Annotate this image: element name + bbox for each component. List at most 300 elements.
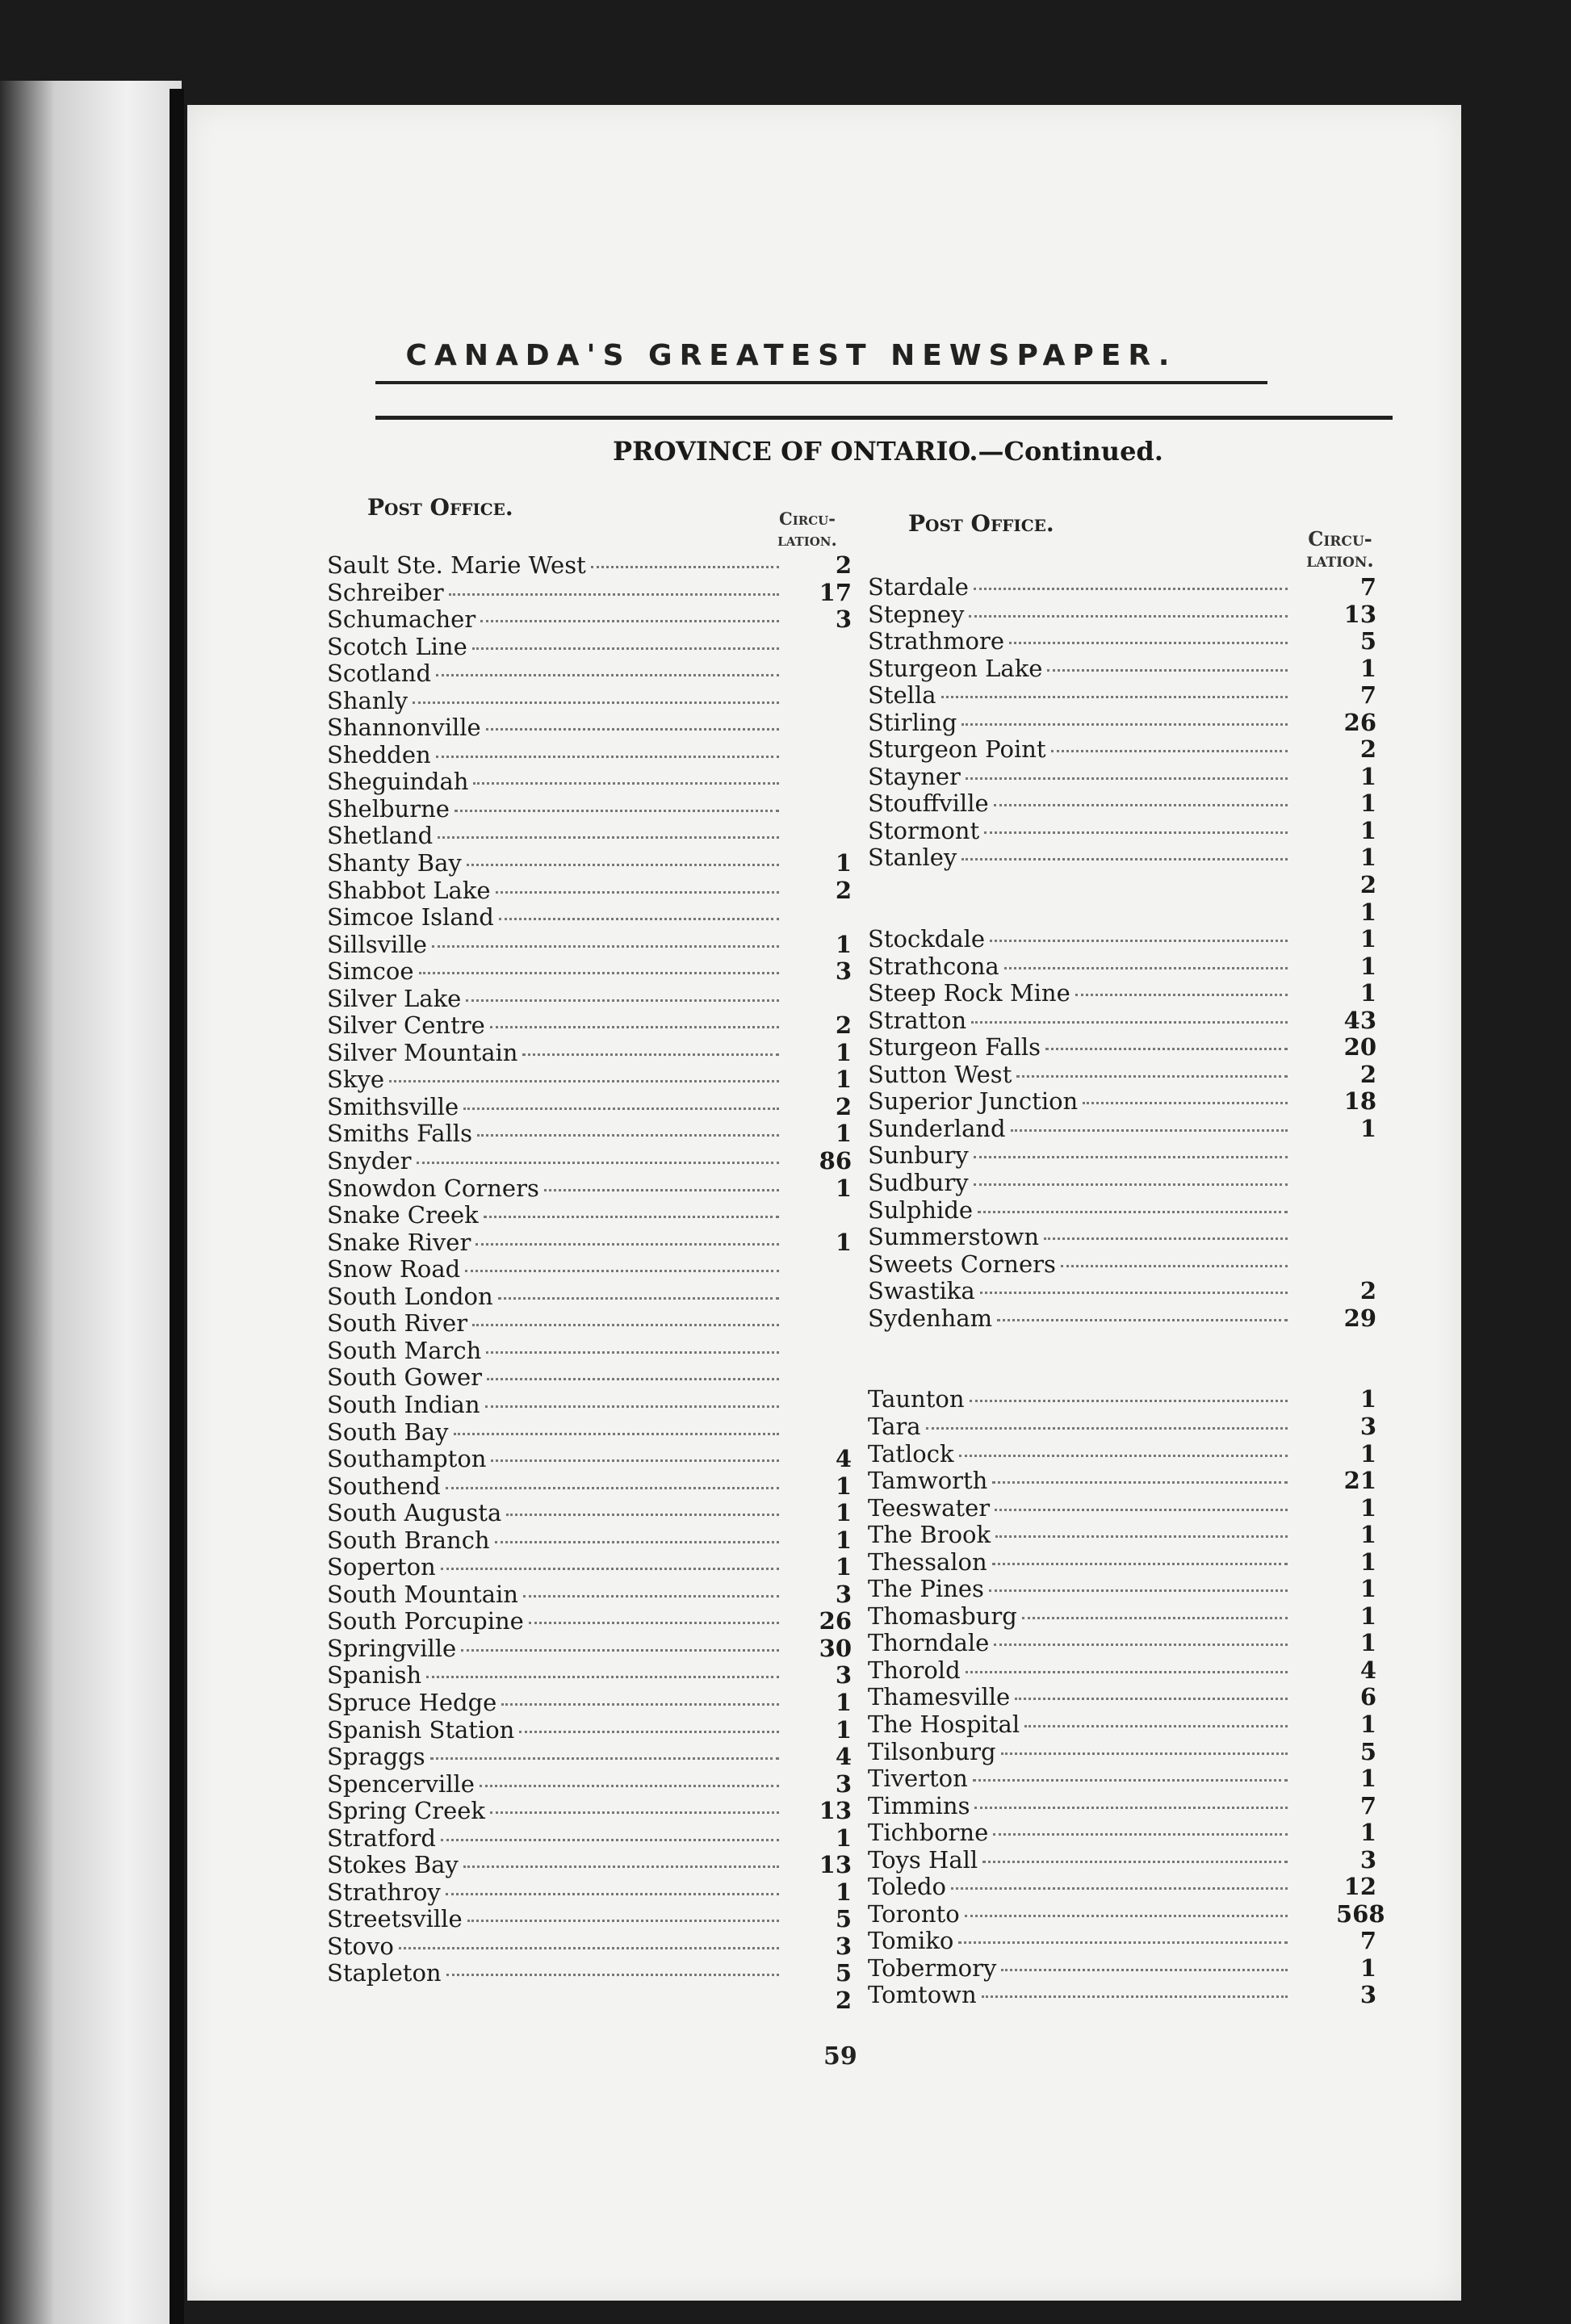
directory-row — [868, 1765, 1376, 1793]
circulation-count: 1 — [1359, 789, 1376, 818]
circulation-count: 17 — [819, 578, 852, 606]
leader-dots — [506, 1505, 779, 1516]
directory-row — [327, 985, 864, 1012]
post-office-name: Thamesville — [868, 1683, 1011, 1711]
post-office-name: Tichborne — [868, 1819, 989, 1847]
circulation-count: 13 — [1343, 600, 1376, 628]
leader-dots — [974, 1148, 1288, 1158]
directory-row — [868, 952, 1376, 980]
post-office-name: Snow Road — [327, 1255, 461, 1283]
post-office-name: Southampton — [327, 1445, 487, 1473]
post-office-name: Snyder — [327, 1147, 412, 1175]
post-office-name: Snake River — [327, 1228, 471, 1256]
directory-row — [327, 1878, 864, 1906]
leader-dots — [982, 1987, 1288, 1998]
post-office-name: Strathroy — [327, 1878, 441, 1906]
circulation-count: 7 — [1359, 681, 1376, 710]
leader-dots — [389, 1072, 779, 1082]
post-office-name: Shabbot Lake — [327, 876, 491, 904]
directory-row — [868, 1060, 1376, 1088]
directory-row — [868, 844, 1376, 872]
post-office-name: Spring Creek — [327, 1797, 485, 1825]
leader-dots — [966, 769, 1288, 780]
circulation-count: 86 — [819, 1147, 852, 1175]
directory-row — [327, 1932, 864, 1960]
directory-row — [327, 1418, 864, 1446]
circulation-count: 5 — [1359, 1737, 1376, 1765]
directory-row — [327, 1283, 864, 1310]
circulation-count: 1 — [835, 1472, 852, 1500]
circulation-count: 2 — [835, 551, 852, 579]
leader-dots — [413, 693, 779, 704]
leader-dots — [467, 1912, 779, 1922]
facing-page-edge — [0, 81, 182, 2324]
circulation-count: 3 — [835, 1580, 852, 1608]
circulation-count: 2 — [835, 1011, 852, 1040]
post-office-name: Sulphide — [868, 1195, 974, 1224]
leader-dots — [1022, 1609, 1288, 1619]
post-office-name: South London — [327, 1282, 493, 1310]
circulation-count: 1 — [835, 1553, 852, 1581]
post-office-name: Thorndale — [868, 1629, 990, 1657]
post-office-name: Tomiko — [868, 1927, 954, 1955]
leader-dots — [1004, 959, 1288, 969]
circulation-count: 1 — [1359, 979, 1376, 1007]
leader-dots — [971, 1013, 1288, 1024]
leader-dots — [995, 1501, 1288, 1511]
leader-dots — [455, 802, 779, 812]
post-office-name: Scotland — [327, 660, 432, 688]
directory-row — [868, 1873, 1376, 1901]
directory-row — [868, 1359, 1352, 1386]
directory-row — [327, 1526, 864, 1554]
right-column — [868, 573, 1385, 2009]
directory-row — [868, 1439, 1376, 1468]
leader-dots — [480, 1777, 779, 1787]
leader-dots — [473, 774, 779, 785]
post-office-name: Stockdale — [868, 925, 986, 953]
circulation-count: 12 — [1343, 1873, 1376, 1901]
directory-row — [868, 1169, 1352, 1196]
circulation-count: 26 — [1343, 708, 1376, 736]
circulation-count: 26 — [819, 1607, 852, 1635]
circulation-count: 2 — [835, 876, 852, 904]
directory-row — [327, 768, 864, 795]
leader-dots — [1083, 1094, 1288, 1104]
circulation-count: 1 — [1359, 1765, 1376, 1793]
circulation-count: 3 — [835, 1769, 852, 1798]
directory-row — [327, 1391, 864, 1418]
post-office-name: Schreiber — [327, 578, 444, 606]
circulation-count: 4 — [835, 1445, 852, 1473]
header-rule-thick — [375, 416, 1393, 420]
directory-row — [868, 1304, 1376, 1332]
leader-dots — [989, 1581, 1288, 1592]
directory-row — [868, 654, 1376, 682]
circulation-count: 1 — [1359, 1575, 1376, 1603]
circulation-count: 4 — [835, 1743, 852, 1771]
circulation-count: 3 — [835, 1932, 852, 1960]
circulation-count: 1 — [835, 1120, 852, 1148]
leader-dots — [490, 1018, 779, 1028]
directory-row — [327, 931, 864, 958]
directory-row — [868, 816, 1376, 844]
leader-dots — [995, 1527, 1288, 1538]
circulation-count: 1 — [1359, 1547, 1376, 1576]
leader-dots — [961, 715, 1288, 726]
circulation-count: 2 — [1359, 871, 1376, 899]
circulation-count: 1 — [1359, 816, 1376, 844]
leader-dots — [591, 558, 779, 568]
circulation-count: 1 — [1359, 898, 1376, 926]
post-office-name: Superior Junction — [868, 1087, 1079, 1116]
post-office-name: Silver Lake — [327, 984, 462, 1012]
post-office-name: Sturgeon Point — [868, 735, 1046, 764]
leader-dots — [486, 1343, 779, 1354]
leader-dots — [436, 747, 779, 758]
leader-dots — [529, 1614, 779, 1624]
leader-dots — [993, 1825, 1288, 1836]
leader-dots — [466, 991, 779, 1002]
directory-row — [868, 708, 1376, 736]
directory-row — [868, 1575, 1376, 1603]
directory-row — [868, 1196, 1352, 1224]
post-office-name: Sillsville — [327, 930, 427, 958]
circulation-count: 1 — [835, 1174, 852, 1202]
directory-row — [868, 1927, 1376, 1955]
leader-dots — [980, 1283, 1288, 1294]
leader-dots — [472, 1316, 779, 1326]
leader-dots — [430, 1749, 779, 1760]
post-office-name: Shetland — [327, 822, 434, 850]
directory-row — [327, 1175, 864, 1202]
directory-row — [868, 1819, 1376, 1847]
circulation-count: 1 — [835, 930, 852, 958]
leader-dots — [441, 1560, 779, 1570]
directory-row — [327, 1581, 864, 1608]
post-office-name: Shelburne — [327, 794, 450, 823]
post-office-name: Skye — [327, 1066, 384, 1094]
post-office-name: Toys Hall — [868, 1845, 978, 1874]
circulation-count: 1 — [835, 1066, 852, 1094]
directory-row — [327, 605, 864, 633]
post-office-name: Tatlock — [868, 1439, 954, 1468]
directory-row — [327, 741, 864, 768]
post-office-name: Smiths Falls — [327, 1120, 472, 1148]
directory-row — [327, 1716, 864, 1744]
post-office-name: Soperton — [327, 1553, 436, 1581]
leader-dots — [480, 612, 779, 622]
leader-dots — [441, 1831, 779, 1841]
directory-row — [868, 1656, 1376, 1684]
directory-row — [327, 1066, 864, 1093]
circulation-count: 1 — [835, 1715, 852, 1744]
post-office-name: Stratton — [868, 1006, 967, 1034]
post-office-name: Stella — [868, 681, 936, 710]
leader-dots — [467, 856, 779, 866]
directory-row — [327, 1039, 864, 1066]
left-column — [327, 551, 864, 2014]
directory-row — [327, 1770, 864, 1798]
leader-dots — [454, 1425, 779, 1435]
post-office-name: Sheguindah — [327, 768, 469, 796]
directory-row — [868, 1981, 1376, 2009]
post-office-name: Tamworth — [868, 1467, 988, 1495]
directory-row — [327, 1201, 864, 1229]
circulation-count: 1 — [1359, 762, 1376, 790]
post-office-name: Strathcona — [868, 952, 999, 980]
post-office-name: Steep Rock Mine — [868, 979, 1070, 1007]
directory-row — [868, 1114, 1376, 1142]
leader-dots — [994, 1635, 1288, 1646]
directory-row — [868, 762, 1376, 790]
post-office-name: Stormont — [868, 816, 980, 844]
leader-dots — [992, 1473, 1288, 1484]
directory-row — [868, 1710, 1376, 1738]
leader-dots — [997, 1311, 1288, 1321]
directory-row — [327, 633, 864, 660]
directory-row — [327, 1472, 864, 1500]
leader-dots — [978, 1203, 1288, 1213]
directory-row — [327, 1093, 864, 1120]
leader-dots — [477, 1126, 779, 1137]
circulation-count: 1 — [1359, 1521, 1376, 1549]
leader-dots — [961, 850, 1288, 861]
leader-dots — [522, 1045, 779, 1056]
circulation-count: 1 — [835, 1878, 852, 1906]
circulation-count: 2 — [835, 1986, 852, 2014]
leader-dots — [1001, 1961, 1288, 1971]
post-office-name: The Brook — [868, 1521, 991, 1549]
post-office-name: Sault Ste. Marie West — [327, 551, 586, 579]
circulation-count: 13 — [819, 1851, 852, 1879]
page-number: 59 — [823, 2042, 857, 2071]
directory-row — [868, 1602, 1376, 1630]
directory-row — [868, 898, 1376, 926]
circulation-count: 29 — [1343, 1304, 1376, 1332]
left-post-office-heading: Post Office. — [367, 494, 513, 521]
post-office-name: Teeswater — [868, 1493, 991, 1522]
directory-row — [868, 871, 1376, 899]
circulation-count: 18 — [1343, 1087, 1376, 1116]
post-office-name: Timmins — [868, 1791, 970, 1819]
directory-row — [327, 1255, 864, 1283]
circulation-count: 20 — [1343, 1033, 1376, 1062]
directory-row — [327, 1499, 864, 1526]
post-office-name: Tara — [868, 1412, 921, 1440]
circulation-count: 2 — [1359, 735, 1376, 764]
leader-dots — [958, 1933, 1288, 1944]
circulation-count: 43 — [1343, 1006, 1376, 1034]
directory-row — [327, 1959, 864, 1987]
post-office-name: South River — [327, 1309, 468, 1338]
directory-row — [327, 1635, 864, 1662]
directory-row — [868, 1547, 1376, 1576]
post-office-name: Sweets Corners — [868, 1250, 1056, 1278]
directory-row — [327, 957, 864, 985]
directory-row — [327, 1337, 864, 1364]
directory-row — [327, 1011, 864, 1039]
leader-dots — [974, 580, 1288, 590]
leader-dots — [1016, 1067, 1288, 1078]
post-office-name: Sunbury — [868, 1141, 969, 1170]
circulation-count: 1 — [1359, 1710, 1376, 1738]
circulation-count: 4 — [1359, 1656, 1376, 1684]
directory-row — [868, 1277, 1376, 1305]
leader-dots — [463, 1857, 779, 1868]
post-office-name: Sturgeon Falls — [868, 1033, 1041, 1062]
post-office-name: Smithsville — [327, 1092, 459, 1120]
leader-dots — [973, 1771, 1288, 1782]
directory-row — [868, 1412, 1376, 1440]
circulation-count: 1 — [835, 1228, 852, 1256]
circulation-count: 2 — [1359, 1060, 1376, 1088]
directory-row — [868, 1385, 1376, 1413]
post-office-name: Shanly — [327, 686, 408, 714]
leader-dots — [399, 1939, 779, 1949]
leader-dots — [461, 1641, 779, 1652]
leader-dots — [449, 585, 779, 596]
header-rule — [375, 381, 1267, 384]
directory-row — [327, 849, 864, 877]
post-office-name: Shanty Bay — [327, 849, 462, 877]
section-title: PROVINCE OF ONTARIO.—Continued. — [613, 436, 1163, 467]
post-office-name: Silver Centre — [327, 1011, 485, 1040]
circulation-count: 5 — [835, 1959, 852, 1987]
right-post-office-heading: Post Office. — [908, 510, 1054, 537]
circulation-count: 1 — [835, 1499, 852, 1527]
post-office-name: South March — [327, 1336, 482, 1364]
post-office-name: Toronto — [868, 1899, 960, 1928]
directory-row — [868, 1250, 1352, 1278]
circulation-count: 1 — [1359, 1629, 1376, 1657]
circulation-count: 1 — [1359, 654, 1376, 682]
circulation-count: 7 — [1359, 1927, 1376, 1955]
leader-dots — [501, 1695, 779, 1706]
leader-dots — [419, 964, 779, 974]
directory-row — [868, 1683, 1376, 1711]
directory-row — [868, 1087, 1376, 1116]
post-office-name: Thorold — [868, 1656, 961, 1684]
circulation-count: 1 — [1359, 1385, 1376, 1413]
leader-dots — [523, 1587, 779, 1597]
leader-dots — [490, 1803, 779, 1814]
leader-dots — [990, 932, 1288, 942]
post-office-name: Stovo — [327, 1932, 394, 1960]
directory-row — [327, 660, 864, 687]
directory-row — [868, 1791, 1376, 1819]
directory-row — [327, 579, 864, 606]
circulation-count: 3 — [1359, 1412, 1376, 1440]
circulation-count: 6 — [1359, 1683, 1376, 1711]
directory-row — [868, 1141, 1352, 1169]
leader-dots — [1001, 1744, 1288, 1755]
post-office-name: Stardale — [868, 573, 969, 601]
post-office-name: South Augusta — [327, 1499, 502, 1527]
post-office-name: Stirling — [868, 708, 957, 736]
circulation-count: 7 — [1359, 573, 1376, 601]
directory-row — [868, 1737, 1376, 1765]
directory-row — [327, 1905, 864, 1932]
leader-dots — [446, 1479, 779, 1489]
directory-row — [868, 1006, 1376, 1034]
post-office-name: Spraggs — [327, 1743, 425, 1771]
post-office-name: Shannonville — [327, 714, 481, 742]
post-office-name: Spanish — [327, 1661, 422, 1690]
circulation-count: 2 — [835, 1092, 852, 1120]
leader-dots — [970, 1392, 1288, 1402]
directory-row — [868, 1521, 1376, 1549]
circulation-count: 3 — [1359, 1981, 1376, 2009]
post-office-name: Thomasburg — [868, 1602, 1017, 1630]
circulation-count: 5 — [835, 1905, 852, 1933]
circulation-count: 1 — [835, 1038, 852, 1066]
leader-dots — [1009, 634, 1288, 644]
circulation-count: 5 — [1359, 627, 1376, 655]
directory-row — [868, 1033, 1376, 1062]
circulation-count: 3 — [835, 605, 852, 634]
directory-row — [327, 822, 864, 849]
circulation-count: 3 — [835, 1661, 852, 1690]
leader-dots — [926, 1419, 1288, 1430]
directory-row — [327, 1445, 864, 1472]
leader-dots — [436, 666, 779, 676]
leader-dots — [446, 1885, 779, 1895]
leader-dots — [959, 1447, 1288, 1457]
directory-row — [327, 1689, 864, 1716]
post-office-name: The Hospital — [868, 1710, 1020, 1738]
leader-dots — [485, 1397, 779, 1408]
circulation-count: 1 — [1359, 952, 1376, 980]
leader-dots — [446, 1966, 779, 1976]
directory-row — [868, 979, 1376, 1007]
directory-row — [868, 681, 1376, 710]
circulation-count: 1 — [1359, 844, 1376, 872]
leader-dots — [519, 1723, 779, 1733]
directory-row — [868, 1899, 1385, 1928]
directory-row — [327, 1743, 864, 1770]
leader-dots — [992, 1555, 1288, 1565]
leader-dots — [499, 910, 779, 920]
directory-row — [327, 877, 864, 904]
post-office-name: Spruce Hedge — [327, 1688, 497, 1716]
post-office-name: Silver Mountain — [327, 1038, 518, 1066]
post-office-name: Simcoe Island — [327, 903, 494, 932]
circulation-count: 1 — [835, 1824, 852, 1852]
directory-row — [327, 1120, 864, 1147]
leader-dots — [994, 796, 1288, 806]
post-office-name: Sutton West — [868, 1060, 1012, 1088]
directory-row — [327, 1661, 864, 1689]
leader-dots — [463, 1099, 779, 1110]
post-office-name: Stapleton — [327, 1959, 442, 1987]
directory-row — [327, 551, 864, 579]
circulation-count: 1 — [835, 1526, 852, 1554]
circulation-count: 1 — [1359, 1114, 1376, 1142]
post-office-name: South Bay — [327, 1417, 449, 1446]
post-office-name: Swastika — [868, 1277, 975, 1305]
circulation-count: 1 — [835, 1688, 852, 1716]
circulation-count: 3 — [835, 957, 852, 986]
leader-dots — [966, 1663, 1288, 1673]
leader-dots — [1015, 1690, 1288, 1700]
directory-row — [868, 735, 1376, 764]
post-office-name: Sturgeon Lake — [868, 654, 1043, 682]
leader-dots — [1061, 1257, 1288, 1267]
directory-row — [868, 1223, 1352, 1250]
post-office-name: Streetsville — [327, 1905, 463, 1933]
post-office-name: South Branch — [327, 1526, 490, 1554]
